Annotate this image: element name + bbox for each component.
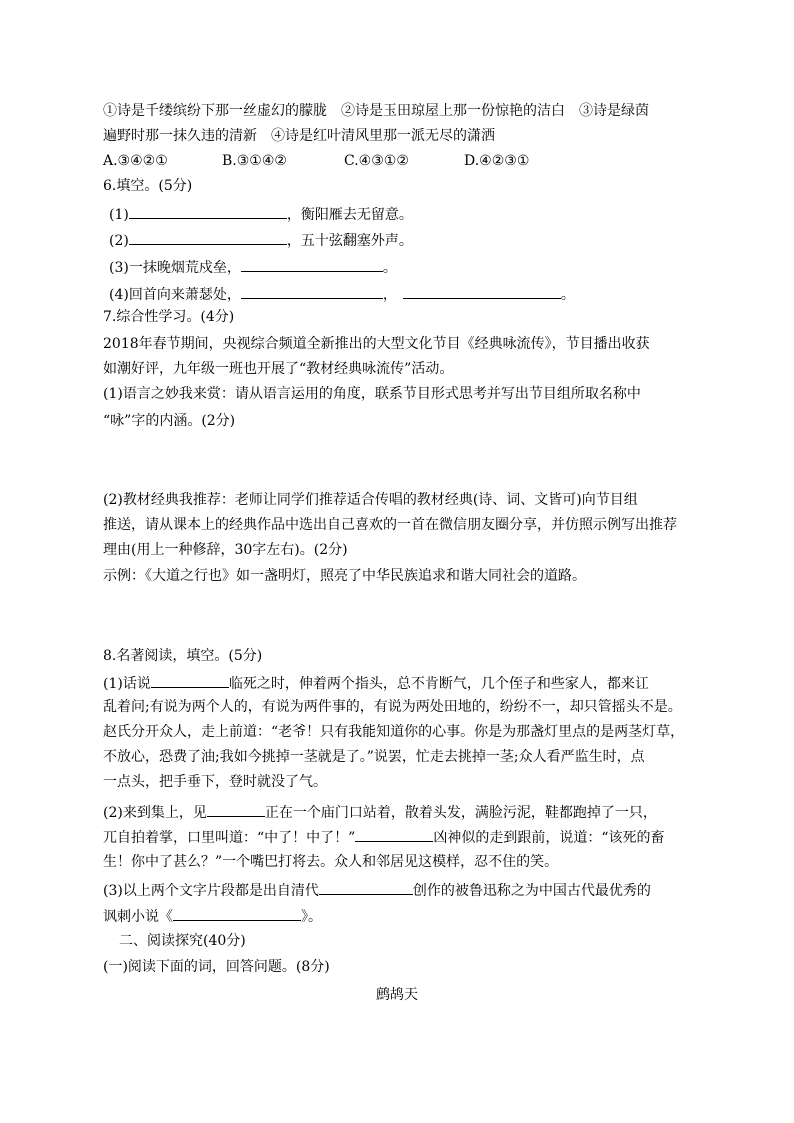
q8-p2-l2-prefix: 兀自拍着掌，口里叫道：“中了！中了！” — [103, 830, 356, 846]
q6-item4-mid: ， — [382, 287, 397, 303]
poem-title: 鹧鸪天 — [376, 987, 418, 1003]
q7-sub1-line1: (1)语言之妙我来赏：请从语言运用的角度，联系节目形式思考并写出节目组所取名称中 — [103, 386, 641, 402]
q5-option-a: A.③④②① — [103, 153, 168, 169]
q7-sub1-line2: “咏”字的内涵。(2分) — [103, 413, 236, 429]
q6-item3-text: (3)一抹晚烟荒戍垒， — [109, 260, 241, 276]
answer-blank[interactable] — [403, 283, 561, 299]
q8-p3-prefix: (3)以上两个文字片段都是出自清代 — [103, 883, 319, 899]
q7-intro-line2: 如潮好评，九年级一班也开展了“教材经典咏流传”活动。 — [103, 361, 454, 377]
q6-heading: 6.填空。(5分) — [103, 178, 193, 194]
q7-heading: 7.综合性学习。(4分) — [103, 309, 235, 325]
section2-heading: 二、阅读探究(40分) — [119, 933, 246, 949]
q8-passage3-line2 — [103, 905, 322, 927]
q6-item4-text: (4)回首向来萧瑟处， — [109, 287, 241, 303]
q8-passage1-line4: 不放心，恐费了油;我如今挑掉一茎就是了。”说罢，忙走去挑掉一茎;众人看严监生时，点 — [103, 749, 645, 765]
section2-subheading: (一)阅读下面的词，回答问题。(8分) — [103, 959, 330, 975]
answer-blank[interactable] — [173, 905, 301, 921]
q6-item1 — [109, 203, 413, 225]
q6-item4-end: 。 — [560, 287, 575, 303]
q7-sub2-line3: 理由(用上一种修辞，30字左右)。(2分) — [103, 542, 348, 558]
q8-passage1-line5: 一点头，把手垂下，登时就没了气。 — [103, 774, 327, 790]
q7-intro-line1: 2018年春节期间，央视综合频道全新推出的大型文化节目《经典咏流传》，节目播出收获 — [103, 336, 650, 352]
answer-blank[interactable] — [129, 229, 287, 245]
q5-statement-line2: 遍野时那一抹久违的清新 ④诗是红叶清风里那一派无尽的潇洒 — [103, 128, 495, 144]
q8-heading: 8.名著阅读，填空。(5分) — [103, 648, 263, 664]
q8-passage3-line1 — [103, 879, 651, 901]
answer-blank[interactable] — [241, 256, 383, 272]
q6-item2-text: ，五十弦翻塞外声。 — [286, 233, 413, 249]
q5-statement-line1: ①诗是千缕缤纷下那一丝虚幻的朦胧 ②诗是玉田琼屋上那一份惊艳的洁白 ③诗是绿茵 — [103, 103, 649, 119]
q6-item3-end: 。 — [382, 260, 397, 276]
q8-p3-l2-prefix: 讽刺小说《 — [103, 909, 173, 925]
q6-item1-label: (1) — [109, 207, 129, 223]
q8-passage2-line2 — [103, 826, 664, 848]
q8-passage1-line3: 赵氏分开众人，走上前道：“老爷！只有我能知道你的心事。你是为那盏灯里点的是两茎灯草， — [103, 724, 685, 740]
answer-blank[interactable] — [241, 283, 383, 299]
q8-p2-l2-suffix: 凶神似的走到跟前，说道：“该死的畜 — [433, 830, 665, 846]
q8-p2-suffix: 正在一个庙门口站着，散着头发，满脸污泥，鞋都跑掉了一只， — [264, 805, 657, 821]
q8-p3-l2-suffix: 》。 — [301, 909, 322, 925]
q5-option-b: B.③①④② — [222, 153, 287, 169]
q8-p3-suffix: 创作的被鲁迅称之为中国古代最优秀的 — [412, 883, 651, 899]
answer-blank[interactable] — [319, 879, 413, 895]
answer-blank[interactable] — [355, 826, 433, 842]
q6-item2-label: (2) — [109, 233, 129, 249]
q8-passage2-line3: 生！你中了甚么？”一个嘴巴打将去。众人和邻居见这模样，忍不住的笑。 — [103, 854, 559, 870]
q6-item1-text: ，衡阳雁去无留意。 — [286, 207, 413, 223]
q8-passage2-line1 — [103, 801, 657, 823]
q5-option-c: C.④③①② — [344, 153, 409, 169]
answer-blank[interactable] — [207, 801, 265, 817]
q8-passage1-line1 — [103, 672, 649, 694]
answer-blank[interactable] — [151, 672, 229, 688]
q6-item2 — [109, 229, 413, 251]
q8-p1-suffix: 临死之时，伸着两个指头，总不肯断气，几个侄子和些家人，都来讧 — [228, 676, 649, 692]
q6-item3 — [109, 256, 397, 278]
q7-example: 示例：《大道之行也》如一盏明灯，照亮了中华民族追求和谐大同社会的道路。 — [103, 568, 586, 584]
q8-p2-prefix: (2)来到集上，见 — [103, 805, 207, 821]
q7-sub2-line1: (2)教材经典我推荐：老师让同学们推荐适合传唱的教材经典(诗、词、文皆可)向节目组 — [103, 492, 638, 508]
q5-option-d: D.④②③① — [464, 153, 530, 169]
q7-sub2-line2: 推送，请从课本上的经典作品中选出自己喜欢的一首在微信朋友圈分享，并仿照示例写出推荐 — [103, 517, 677, 533]
q8-passage1-line2: 乱着问;有说为两个人的，有说为两件事的，有说为两处田地的，纷纷不一，却只管摇头不是。 — [103, 699, 682, 715]
answer-blank[interactable] — [129, 203, 287, 219]
q8-p1-prefix: (1)话说 — [103, 676, 151, 692]
q6-item4 — [109, 283, 575, 305]
